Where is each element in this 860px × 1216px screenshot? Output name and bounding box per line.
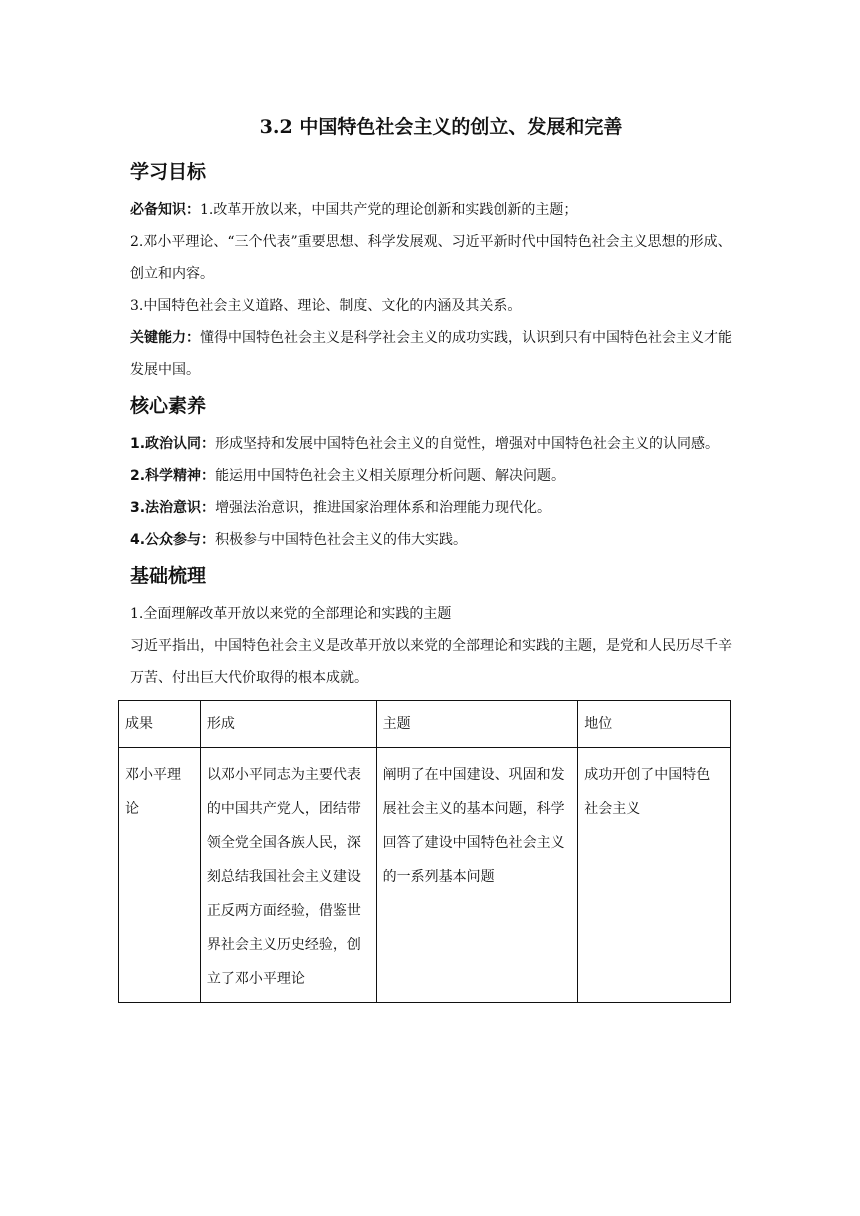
literacy-item <box>130 492 732 524</box>
literacy-item-text: 形成坚持和发展中国特色社会主义的自觉性，增强对中国特色社会主义的认同感。 <box>215 436 720 452</box>
table-header-cell: 形成 <box>200 701 376 748</box>
goal-ability-text: 懂得中国特色社会主义是科学社会主义的成功实践，认识到只有中国特色社会主义才能发展中国。 <box>130 330 732 378</box>
goal-knowledge-label: 必备知识： <box>130 202 200 218</box>
goal-ability <box>130 322 732 386</box>
literacy-item-label: 3.法治意识： <box>130 500 216 516</box>
table-cell-achievement: 邓小平理论 <box>119 748 201 1003</box>
achievements-table <box>118 700 731 1003</box>
literacy-item <box>130 428 732 460</box>
goal-knowledge-text: 1.改革开放以来，中国共产党的理论创新和实践创新的主题； <box>200 202 578 218</box>
literacy-item-text: 能运用中国特色社会主义相关原理分析问题、解决问题。 <box>215 468 566 484</box>
table-header-row <box>119 701 731 748</box>
goal-item-2: 2.邓小平理论、“三个代表”重要思想、科学发展观、习近平新时代中国特色社会主义思想的形成、创立和内容。 <box>130 234 732 282</box>
table-cell-status: 成功开创了中国特色社会主义 <box>578 748 731 1003</box>
heading-basics: 基础梳理 <box>130 565 207 587</box>
literacy-item-text: 增强法治意识，推进国家治理体系和治理能力现代化。 <box>215 500 552 516</box>
literacy-item <box>130 460 732 492</box>
document-body <box>125 112 732 1003</box>
heading-core-literacy: 核心素养 <box>130 395 207 417</box>
literacy-item-label: 1.政治认同： <box>130 436 216 452</box>
basics-item-1: 1.全面理解改革开放以来党的全部理论和实践的主题 <box>130 606 452 622</box>
literacy-item <box>130 524 732 556</box>
literacy-item-label: 4.公众参与： <box>130 532 216 548</box>
literacy-item-label: 2.科学精神： <box>130 468 216 484</box>
goal-ability-label: 关键能力： <box>130 330 200 346</box>
table-header-cell: 主题 <box>376 701 578 748</box>
goal-knowledge <box>130 194 732 226</box>
table-row <box>119 748 731 1003</box>
table-header-cell: 地位 <box>578 701 731 748</box>
table-cell-formation: 以邓小平同志为主要代表的中国共产党人，团结带领全党全国各族人民，深刻总结我国社会主义建设正反两方面经验，借鉴世界社会主义历史经验，创立了邓小平理论 <box>200 748 376 1003</box>
heading-learning-goals: 学习目标 <box>130 161 207 183</box>
table-header-cell: 成果 <box>119 701 201 748</box>
table-cell-theme: 阐明了在中国建设、巩固和发展社会主义的基本问题，科学回答了建设中国特色社会主义的一系列基本问题 <box>376 748 578 1003</box>
basics-quote: 习近平指出，中国特色社会主义是改革开放以来党的全部理论和实践的主题，是党和人民历尽千辛万苦、付出巨大代价取得的根本成就。 <box>130 638 732 686</box>
goal-item-3: 3.中国特色社会主义道路、理论、制度、文化的内涵及其关系。 <box>130 298 522 314</box>
literacy-item-text: 积极参与中国特色社会主义的伟大实践。 <box>215 532 468 548</box>
page-title: 3.2 中国特色社会主义的创立、发展和完善 <box>259 116 623 138</box>
